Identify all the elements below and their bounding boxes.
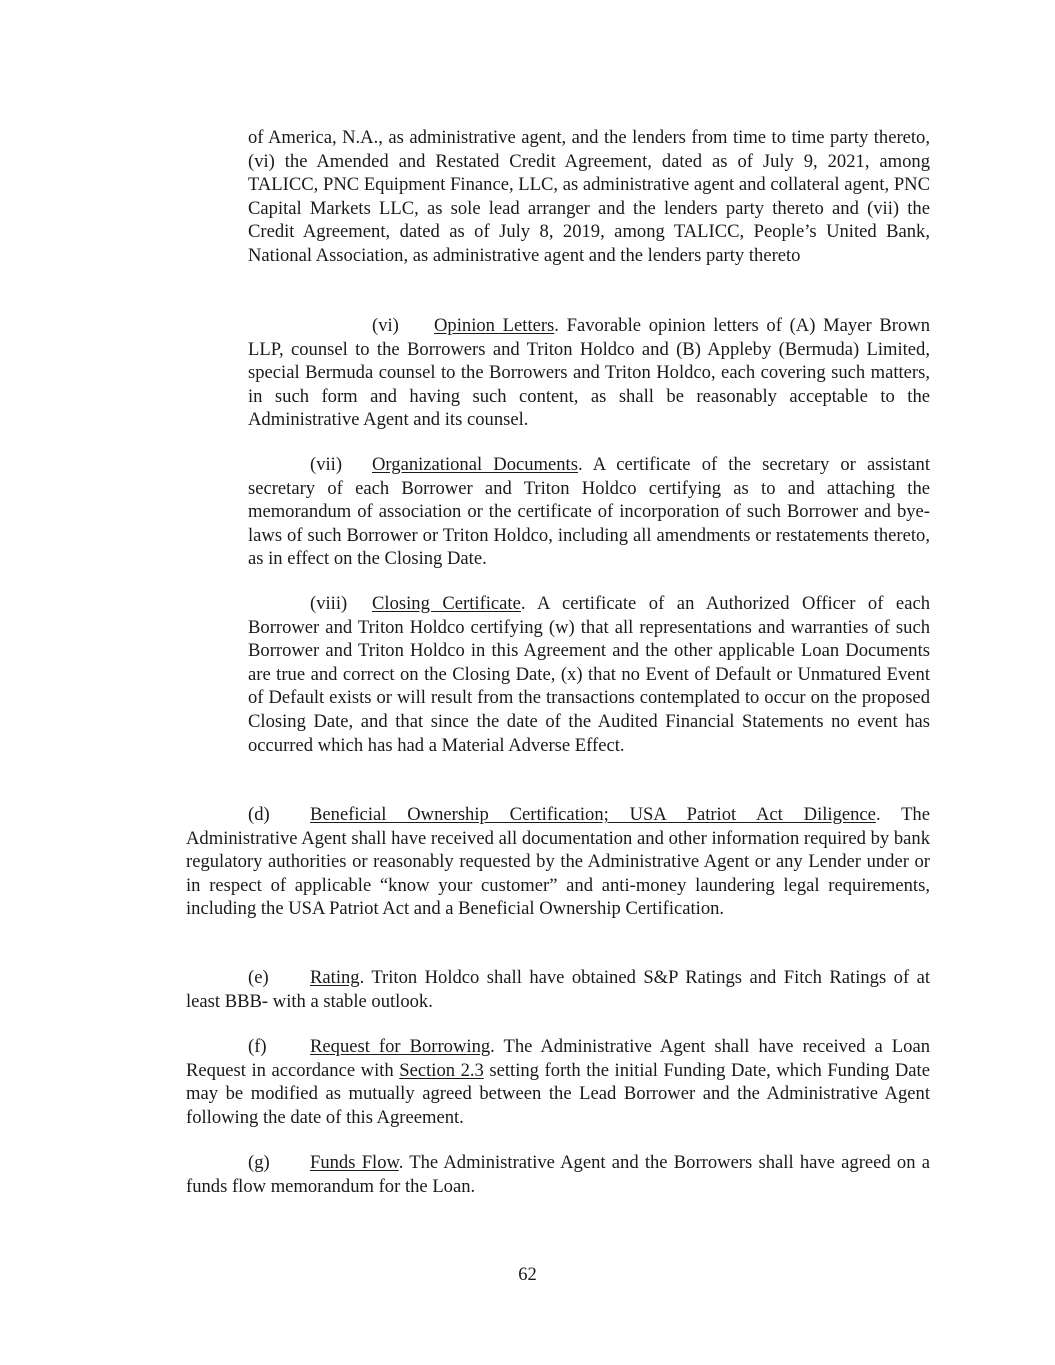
item-number-text: (e): [248, 967, 269, 988]
item-body: . The Administrative Agent and the Borrowers shall have agreed on a funds flow memorandum for the Loan.: [186, 1152, 930, 1197]
item-number-text: (g): [248, 1152, 270, 1173]
item-number-text: (viii): [310, 593, 348, 614]
section-e-rating: [186, 966, 930, 1013]
item-heading: Opinion Letters: [434, 315, 555, 336]
item-heading: Organizational Documents: [372, 454, 578, 475]
item-body-after-ref: setting forth the initial Funding Date, which Funding Date may be modified as mutually agreed between the Lead Borrower and the Administrative Agent following the date of this Agreement.: [186, 1059, 930, 1128]
section-viii-closing-certificate: [248, 592, 930, 757]
section-vi-opinion-letters: [248, 314, 930, 432]
item-heading: Request for Borrowing: [310, 1036, 491, 1057]
section-g-funds-flow: [186, 1151, 930, 1198]
page-number: 62: [518, 1264, 537, 1285]
item-body: . Favorable opinion letters of (A) Mayer Brown LLP, counsel to the Borrowers and Triton Holdco and (B) Appleby (Bermuda) Limited, special Bermuda counsel to the Borrowers and Triton Holdco, each covering such matters, in such form and having such content, as shall be reasonably acceptable to the Administrative Agent and its counsel.: [248, 315, 931, 431]
continuation-text: of America, N.A., as administrative agent, and the lenders from time to time party thereto, (vi) the Amended and Restated Credit Agreement, dated as of July 9, 2021, among TALICC, PNC Equipment Finance, LLC, as administrative agent and collateral agent, PNC Capital Markets LLC, as sole lead arranger and the lenders party thereto and (vii) the Credit Agreement, dated as of July 8, 2019, among TALICC, People’s United Bank, National Association, as administrative agent and the lenders party thereto: [248, 127, 930, 266]
item-body-before-ref: . The Administrative Agent shall have received a Loan Request in accordance with: [186, 1036, 930, 1081]
section-d-beneficial-ownership: [186, 803, 930, 921]
section-vii-organizational-documents: [248, 453, 930, 571]
item-number-text: (vii): [310, 454, 343, 475]
item-number-text: (d): [248, 804, 270, 825]
item-body: . A certificate of an Authorized Officer of each Borrower and Triton Holdco certifying (w) that all representations and warranties of such Borrower and Triton Holdco in this Agreement and the other applicable Loan Documents are true and correct on the Closing Date, (x) that no Event of Default or Unmatured Event of Default exists or will result from the transactions contemplated to occur on the proposed Closing Date, and that since the date of the Audited Financial Statements no event has occurred which has had a Material Adverse Effect.: [248, 593, 930, 756]
item-body: . The Administrative Agent shall have received all documentation and other information required by bank regulatory authorities or reasonably requested by the Administrative Agent or any Lender under or in respect of applicable “know your customer” and anti-money laundering legal requirements, including the USA Patriot Act and a Beneficial Ownership Certification.: [186, 804, 930, 920]
item-heading: Closing Certificate: [372, 593, 521, 614]
item-body: . Triton Holdco shall have obtained S&P Ratings and Fitch Ratings of at least BBB- with a stable outlook.: [186, 967, 930, 1012]
section-2-3-link[interactable]: Section 2.3: [399, 1059, 484, 1081]
item-heading: Beneficial Ownership Certification; USA Patriot Act Diligence: [310, 804, 876, 825]
item-heading: Funds Flow: [310, 1152, 399, 1173]
item-number-text: (f): [248, 1036, 267, 1057]
item-body: . A certificate of the secretary or assistant secretary of each Borrower and Triton Holdco certifying as to and attaching the memorandum of association or the certificate of incorporation of such Borrower and bye-laws of such Borrower or Triton Holdco, including all amendments or restatements thereto, as in effect on the Closing Date.: [248, 454, 931, 570]
continuation-paragraph: [248, 126, 930, 268]
section-f-request-for-borrowing: [186, 1035, 930, 1129]
item-number-text: (vi): [372, 315, 399, 336]
item-heading: Rating: [310, 967, 360, 988]
